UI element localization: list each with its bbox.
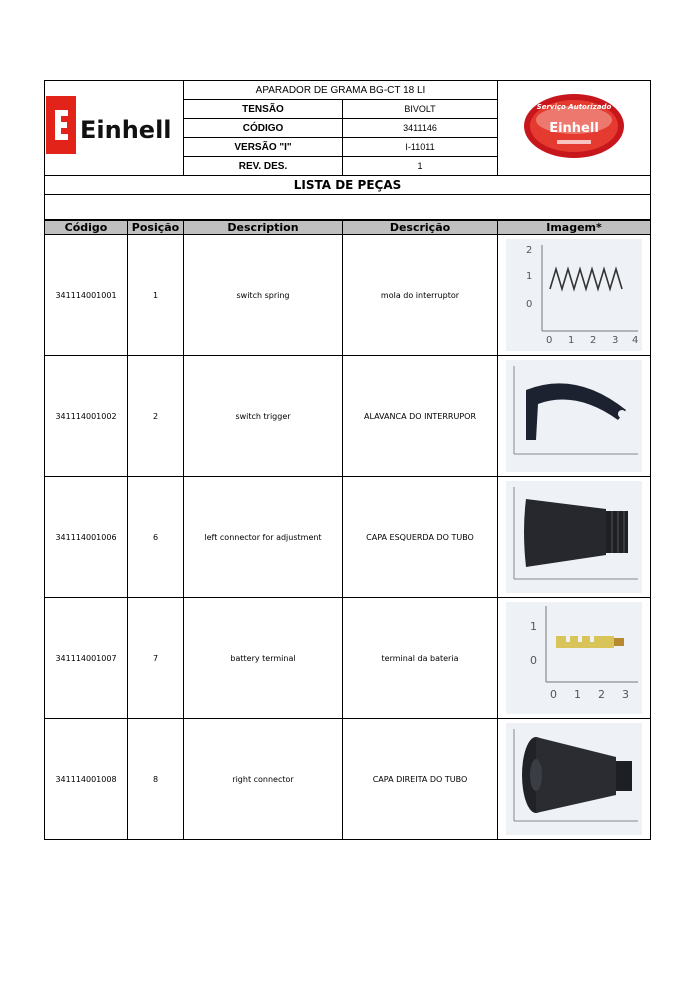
part-code: 341114001008 — [45, 719, 128, 840]
svg-text:1: 1 — [526, 271, 533, 282]
col-posicao: Posição — [128, 221, 184, 235]
svg-text:4: 4 — [632, 335, 639, 346]
part-descricao: CAPA ESQUERDA DO TUBO — [343, 477, 498, 598]
product-name: APARADOR DE GRAMA BG-CT 18 LI — [184, 81, 498, 100]
table-row — [45, 235, 651, 356]
table-row — [45, 598, 651, 719]
parts-sheet — [44, 80, 650, 840]
part-image — [498, 477, 651, 598]
svg-text:Serviço Autorizado: Serviço Autorizado — [536, 103, 612, 111]
col-imagem: Imagem* — [498, 221, 651, 235]
svg-text:0: 0 — [546, 335, 553, 346]
header-table — [44, 80, 651, 220]
part-position: 6 — [128, 477, 184, 598]
part-image — [498, 235, 651, 356]
part-position: 1 — [128, 235, 184, 356]
part-description: left connector for adjustment — [184, 477, 343, 598]
svg-text:0: 0 — [526, 299, 533, 310]
svg-text:3: 3 — [622, 688, 629, 701]
tensao-label: TENSÃO — [184, 100, 343, 119]
part-code: 341114001006 — [45, 477, 128, 598]
svg-text:1: 1 — [568, 335, 575, 346]
terminal-icon — [506, 602, 642, 714]
part-description: right connector — [184, 719, 343, 840]
part-code: 341114001001 — [45, 235, 128, 356]
part-description: switch spring — [184, 235, 343, 356]
part-image — [498, 356, 651, 477]
svg-text:0: 0 — [530, 654, 537, 667]
versao-label: VERSÃO "I" — [184, 138, 343, 157]
col-description: Description — [184, 221, 343, 235]
parts-table — [44, 220, 651, 840]
svg-text:3: 3 — [612, 335, 619, 346]
part-description: battery terminal — [184, 598, 343, 719]
table-row — [45, 477, 651, 598]
versao-value: I-11011 — [343, 138, 498, 157]
part-position: 8 — [128, 719, 184, 840]
table-row — [45, 356, 651, 477]
part-descricao: CAPA DIREITA DO TUBO — [343, 719, 498, 840]
column-header-row — [45, 221, 651, 235]
svg-text:1: 1 — [574, 688, 581, 701]
codigo-value: 3411146 — [343, 119, 498, 138]
spacer-row — [45, 195, 651, 220]
einhell-logo — [45, 81, 184, 176]
svg-text:2: 2 — [598, 688, 605, 701]
part-image — [498, 598, 651, 719]
svg-text:2: 2 — [590, 335, 597, 346]
spring-icon — [506, 239, 642, 351]
connector-icon — [506, 481, 642, 593]
part-descricao: mola do interruptor — [343, 235, 498, 356]
service-badge — [498, 81, 651, 176]
svg-text:2: 2 — [526, 245, 533, 256]
part-image — [498, 719, 651, 840]
tensao-value: BIVOLT — [343, 100, 498, 119]
part-description: switch trigger — [184, 356, 343, 477]
svg-text:Einhell: Einhell — [549, 121, 599, 136]
part-position: 7 — [128, 598, 184, 719]
table-row — [45, 719, 651, 840]
codigo-label: CÓDIGO — [184, 119, 343, 138]
part-position: 2 — [128, 356, 184, 477]
trigger-icon — [506, 360, 642, 472]
part-code: 341114001007 — [45, 598, 128, 719]
col-descricao: Descrição — [343, 221, 498, 235]
part-descricao: terminal da bateria — [343, 598, 498, 719]
svg-text:0: 0 — [550, 688, 557, 701]
connector-icon — [506, 723, 642, 835]
svg-text:1: 1 — [530, 620, 537, 633]
svg-text:Einhell: Einhell — [80, 116, 172, 144]
list-title: LISTA DE PEÇAS — [45, 176, 651, 195]
col-codigo: Código — [45, 221, 128, 235]
rev-label: REV. DES. — [184, 157, 343, 176]
part-code: 341114001002 — [45, 356, 128, 477]
rev-value: 1 — [343, 157, 498, 176]
part-descricao: ALAVANCA DO INTERRUPOR — [343, 356, 498, 477]
